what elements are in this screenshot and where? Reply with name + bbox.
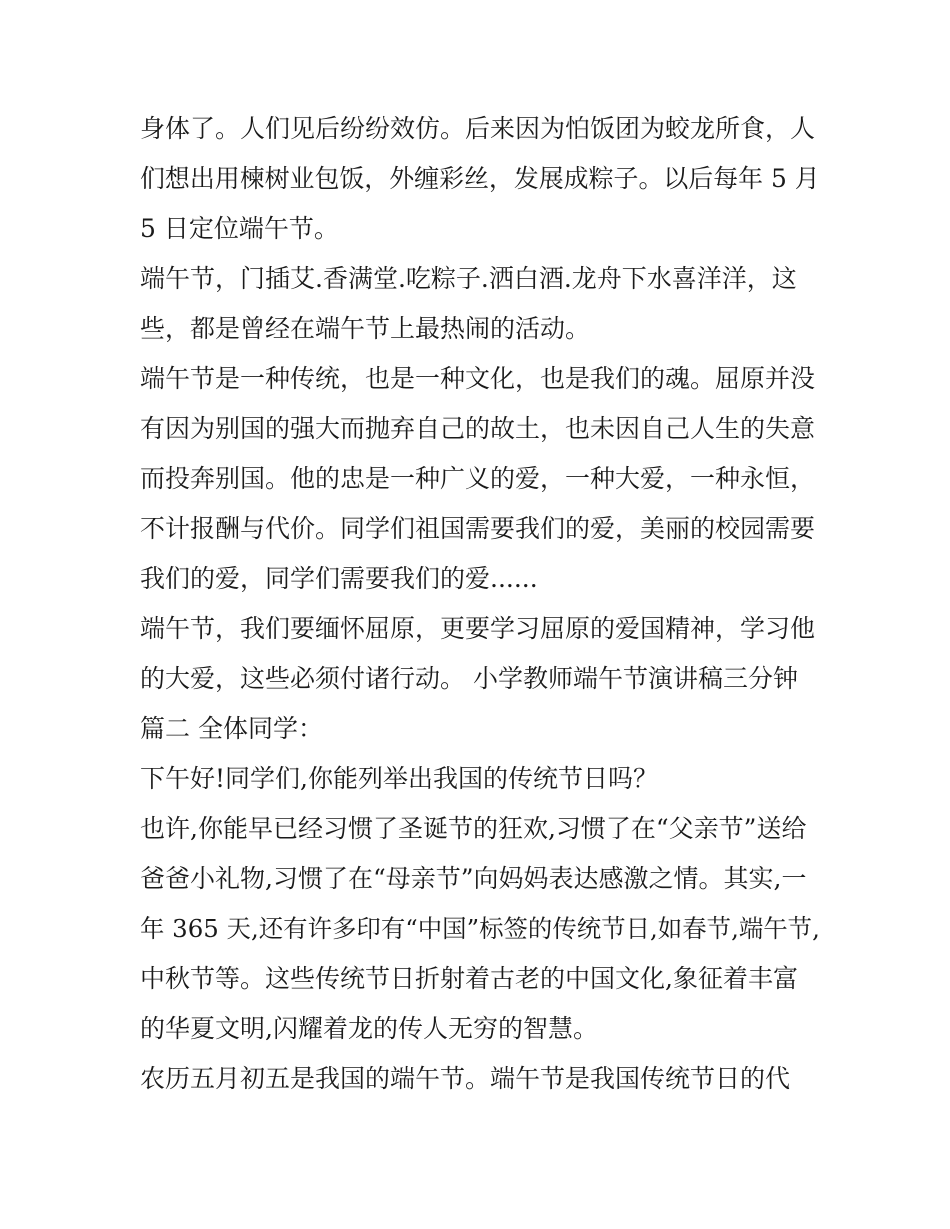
text-line: 农历五月初五是我国的端午节。端午节是我国传统节日的代 [140,1064,791,1093]
text-line: 中秋节等。这些传统节日折射着古老的中国文化,象征着丰富 [140,964,798,993]
text-line: 我们的爱，同学们需要我们的爱...... [140,564,538,593]
text-line: 的华夏文明,闪耀着龙的传人无穷的智慧。 [140,1014,598,1043]
text-line: 身体了。人们见后纷纷效仿。后来因为怕饭团为蛟龙所食，人 [140,114,816,143]
text-line: 端午节，门插艾.香满堂.吃粽子.洒白酒.龙舟下水喜洋洋，这 [140,264,797,293]
text-line: 端午节，我们要缅怀屈原，更要学习屈原的爱国精神，学习他 [140,614,816,643]
text-line: 年 365 天,还有许多印有“中国”标签的传统节日,如春节,端午节, [140,914,820,943]
text-line: 下午好!同学们,你能列举出我国的传统节日吗？ [140,764,658,793]
text-line: 的大爱，这些必须付诸行动。 小学教师端午节演讲稿三分钟 [140,664,798,693]
body-text [140,104,820,1104]
text-line: 端午节是一种传统，也是一种文化，也是我们的魂。屈原并没 [140,364,816,393]
text-line: 篇二 全体同学： [140,714,323,743]
text-line: 有因为别国的强大而抛弃自己的故土，也未因自己人生的失意 [140,414,816,443]
text-line: 而投奔别国。他的忠是一种广义的爱，一种大爱，一种永恒， [140,464,816,493]
text-line: 也许,你能早已经习惯了圣诞节的狂欢,习惯了在“父亲节”送给 [140,814,807,843]
text-line: 爸爸小礼物,习惯了在“母亲节”向妈妈表达感激之情。其实,一 [140,864,807,893]
text-line: 不计报酬与代价。同学们祖国需要我们的爱，美丽的校园需要 [140,514,816,543]
text-line: 们想出用楝树业包饭，外缠彩丝，发展成粽子。以后每年 5 月 [140,164,820,193]
text-line: 些，都是曾经在端午节上最热闹的活动。 [140,314,591,343]
text-line: 5 日定位端午节。 [140,214,339,243]
